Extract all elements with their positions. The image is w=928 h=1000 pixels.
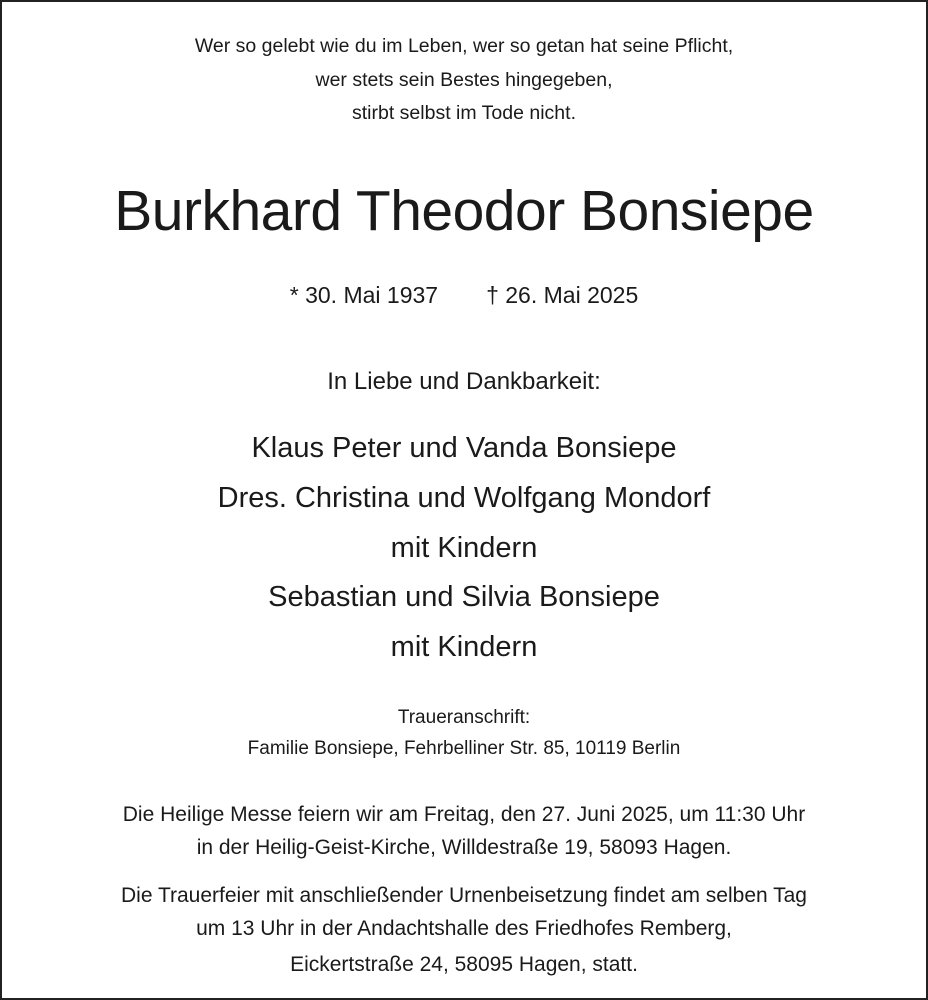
address-value: Familie Bonsiepe, Fehrbelliner Str. 85, 10119 Berlin	[247, 738, 681, 759]
birth-date: * 30. Mai 1937	[289, 282, 439, 308]
life-dates	[2, 282, 926, 309]
death-date: † 26. Mai 2025	[486, 282, 639, 308]
poem-line: Wer so gelebt wie du im Leben, wer so getan hat seine Pflicht,	[194, 35, 734, 57]
mourner-line: Klaus Peter und Vanda Bonsiepe	[251, 432, 677, 464]
mass-line: Die Heilige Messe feiern wir am Freitag, den 27. Juni 2025, um 11:30 Uhr	[122, 803, 806, 826]
mass-line: in der Heilig-Geist-Kirche, Willdestraße 19, 58093 Hagen.	[196, 836, 732, 859]
ceremony-line: Die Trauerfeier mit anschließender Urnenbeisetzung findet am selben Tag	[121, 884, 807, 907]
ceremony-line: Eickertstraße 24, 58095 Hagen, statt.	[290, 953, 638, 976]
mourner-line: mit Kindern	[390, 532, 538, 564]
ceremony-line: um 13 Uhr in der Andachtshalle des Friedhofes Remberg,	[196, 917, 732, 940]
poem-line: stirbt selbst im Tode nicht.	[352, 102, 576, 124]
mourner-line: Dres. Christina und Wolfgang Mondorf	[217, 482, 711, 514]
address-label: Traueranschrift:	[397, 707, 531, 728]
mourner-line: Sebastian und Silvia Bonsiepe	[268, 581, 660, 613]
poem-line: wer stets sein Bestes hingegeben,	[315, 69, 613, 91]
dedication: In Liebe und Dankbarkeit:	[327, 368, 601, 395]
mourner-line: mit Kindern	[390, 631, 538, 663]
deceased-name: Burkhard Theodor Bonsiepe	[114, 179, 814, 243]
